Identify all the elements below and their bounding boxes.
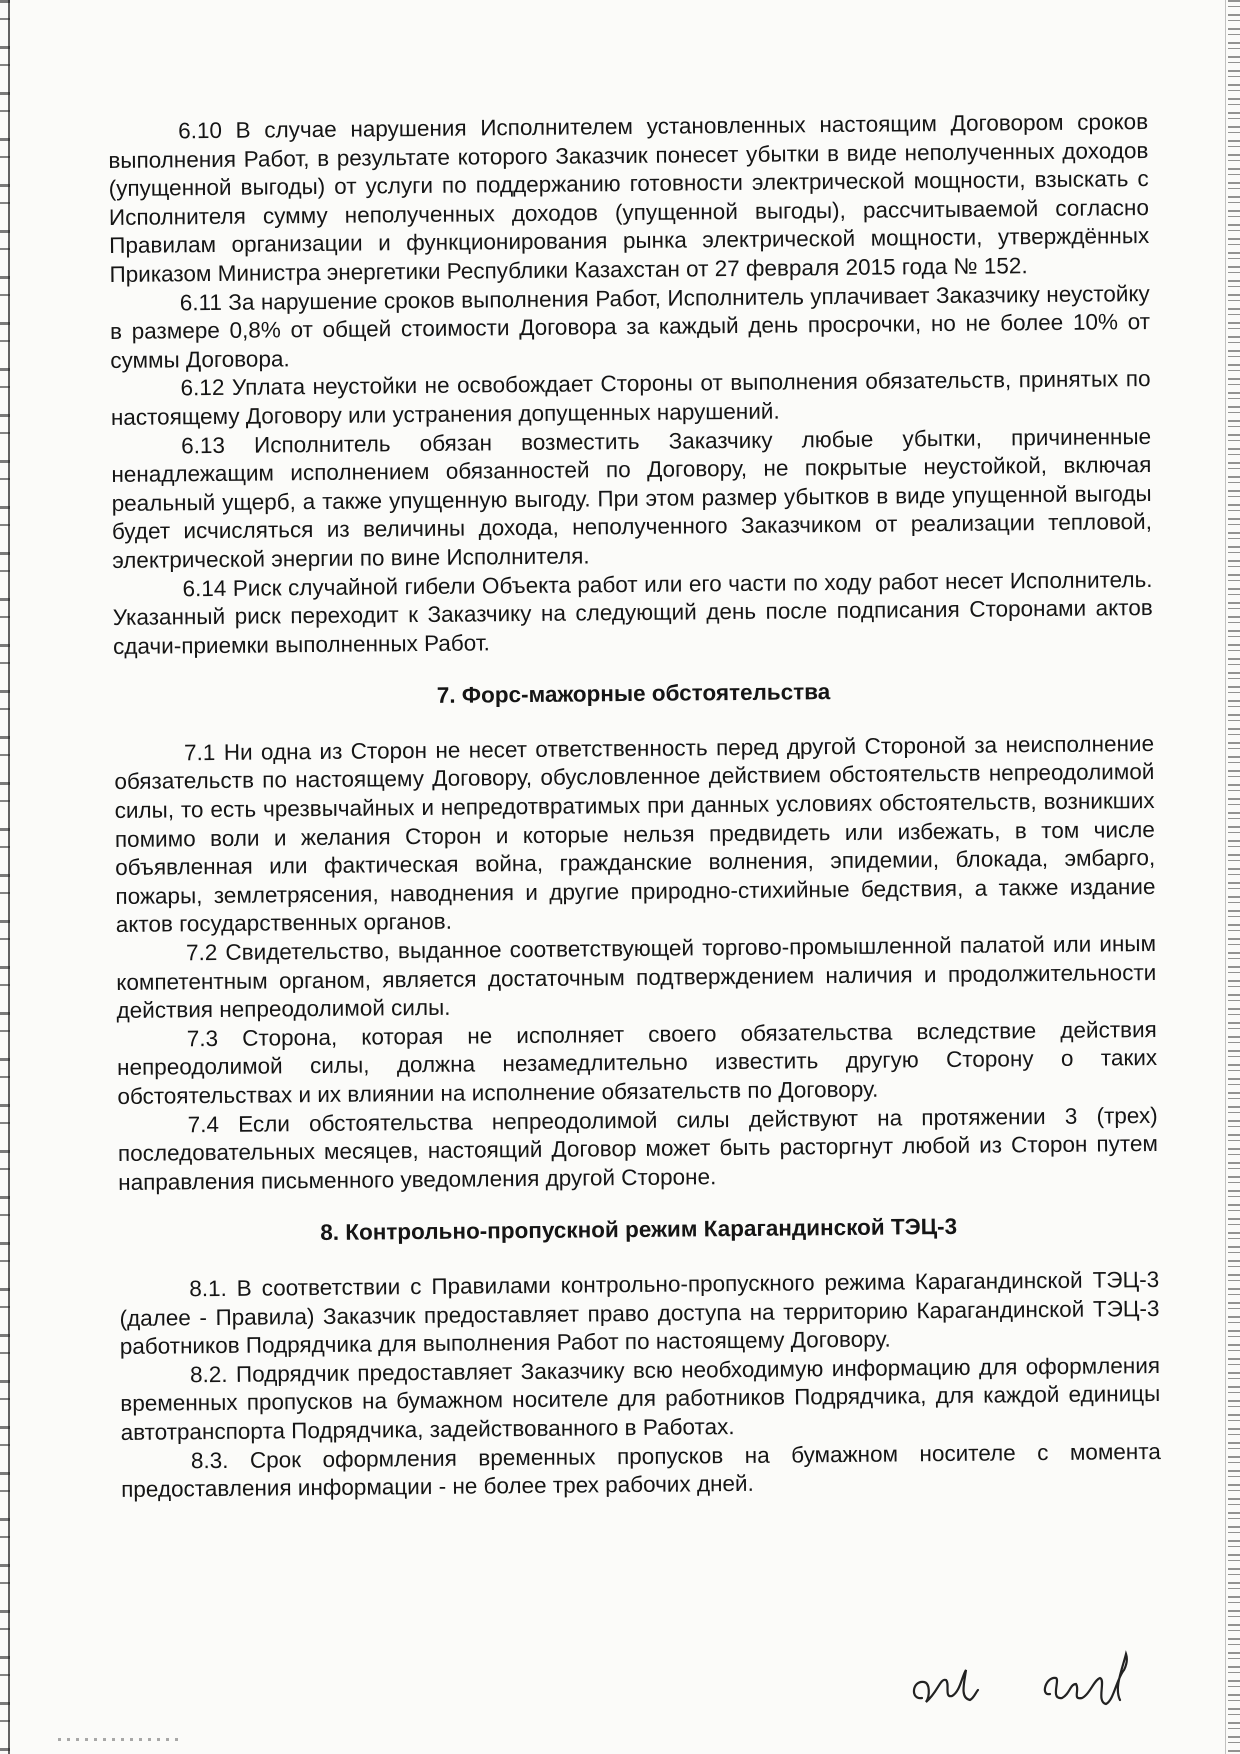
scan-footer-mark (58, 1738, 178, 1741)
signature-initials-1 (914, 1670, 978, 1702)
paragraph-6-14: 6.14 Риск случайной гибели Объекта работ или его части по ходу работ несет Исполнитель. Указанный риск переходит к Заказчику на следующий день после подписания Сторонами актов сдачи-приемки выполненных Работ. (112, 566, 1153, 659)
paragraph-8-2: 8.2. Подрядчик предоставляет Заказчику всю необходимую информацию для оформления временных пропусков на бумажном носителе для работников Подрядчика, для каждой единицы автотранспорта Подрядчика, задействованного в Работах. (120, 1352, 1161, 1445)
paragraph-7-2: 7.2 Свидетельство, выданное соответствующей торгово-промышленной палатой или иным компетентным органом, является достаточным подтверждением наличия и продолжительности действия непреодолимой силы. (116, 931, 1157, 1024)
scan-edge-right-line (1225, 0, 1226, 1754)
scan-edge-left-line (8, 0, 10, 1754)
section-heading-7: 7. Форс-мажорные обстоятельства (436, 679, 831, 709)
paragraph-6-11: 6.11 За нарушение сроков выполнения Работ, Исполнитель уплачивает Заказчику неустойку в размере 0,8% от общей стоимости Договора за каждый день просрочки, но не более 10% от суммы Договора. (109, 280, 1151, 373)
paragraph-8-1: 8.1. В соответствии с Правилами контрольно-пропускного режима Карагандинской ТЭЦ-3 (далее - Правила) Заказчик предоставляет право доступа на территорию Карагандинской ТЭЦ-3 работников Подрядчика для выполнения Работ по настоящему Договору. (119, 1266, 1160, 1360)
handwritten-initials (900, 1640, 1160, 1720)
paragraph-6-13: 6.13 Исполнитель обязан возместить Заказчику любые убытки, причиненные ненадлежащим исполнением обязанностей по Договору, не покрытые неустойкой, включая реальный ущерб, а также упущенную выгоду. При этом размер убытков в виде упущенной выгоды будет исчисляться из величины дохода, неполученного Заказчиком от реализации тепловой, электрической энергии по вине Исполнителя. (111, 423, 1153, 573)
paragraph-7-1: 7.1 Ни одна из Сторон не несет ответственность перед другой Стороной за неисполнение обязательств по настоящему Договору, обусловленное действием обстоятельств непреодолимой силы, то есть чрезвычайных и непредотвратимых при данных условиях обстоятельств, возникших помимо воли и желания Сторон и которые нельзя предвидеть или избежать, в том числе объявленная или фактическая война, гражданские волнения, эпидемии, блокада, эмбарго, пожары, землетрясения, наводнения и другие природно-стихийные бедствия, а также издание актов государственных органов. (114, 730, 1156, 938)
signature-initials-2 (1045, 1654, 1127, 1704)
scan-edge-right (1228, 0, 1240, 1754)
paragraph-7-4: 7.4 Если обстоятельства непреодолимой силы действуют на протяжении 3 (трех) последовательных месяцев, настоящий Договор может быть расторгнут любой из Сторон путем направления письменного уведомления другой Стороне. (117, 1102, 1159, 1195)
paragraph-8-3: 8.3. Срок оформления временных пропусков на бумажном носителе с момента предоставления информации - не более трех рабочих дней. (121, 1438, 1161, 1503)
paragraph-6-12: 6.12 Уплата неустойки не освобождает Стороны от выполнения обязательств, принятых по настоящему Договору или устранения допущенных нарушений. (110, 366, 1151, 430)
section-heading-8: 8. Контрольно-пропускной режим Карагандинской ТЭЦ-3 (320, 1214, 958, 1246)
paragraph-7-3: 7.3 Сторона, которая не исполняет своего обязательства вследствие действия непреодолимой силы, должна незамедлительно известить другую Сторону о таких обстоятельствах и их влиянии на исполнение обязательств по Договору. (116, 1016, 1158, 1109)
paragraph-6-10: 6.10 В случае нарушения Исполнителем установленных настоящим Договором сроков выполнения Работ, в результате которого Заказчик понесет убытки в виде неполученных доходов (упущенной выгоды) от услуги по поддержанию готовности электрической мощности, взыскать с Исполнителя сумму неполученных доходов (упущенной выгоды), рассчитываемой согласно Правилам организации и функционирования рынка электрической мощности, утверждённых Приказом Министра энергетики Республики Казахстан от 27 февраля 2015 года № 152. (108, 109, 1150, 287)
document-body (108, 108, 1161, 1505)
